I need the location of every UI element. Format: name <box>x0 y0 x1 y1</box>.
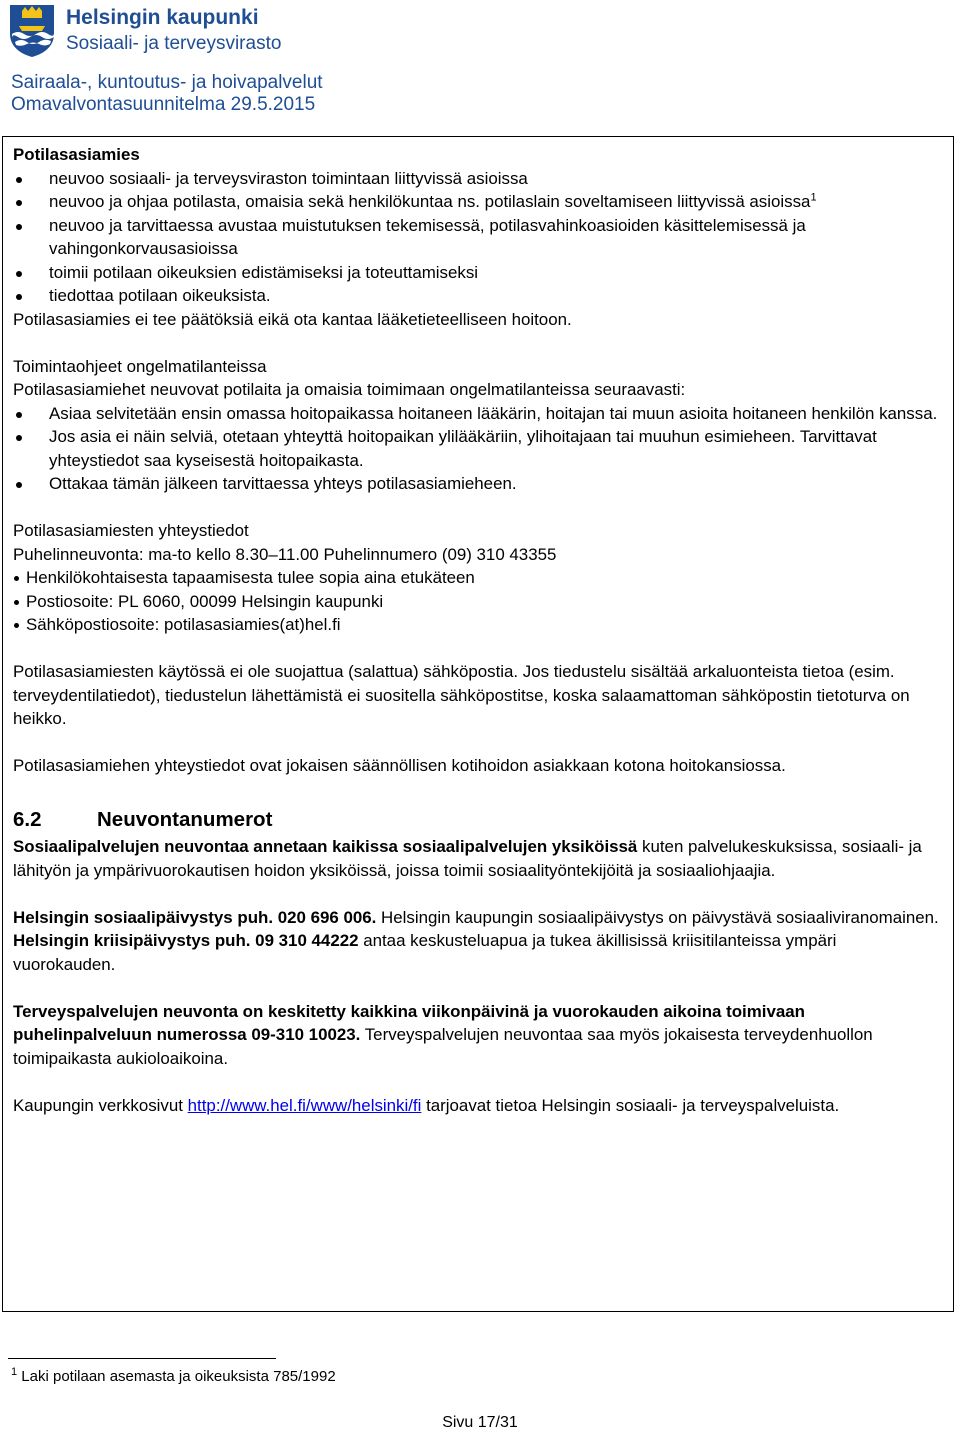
list-item: Sähköpostiosoite: potilasasiamies(at)hel.fi <box>13 613 943 637</box>
page-header <box>0 0 960 120</box>
contacts-phone-line: Puhelinneuvonta: ma-to kello 8.30–11.00 Puhelinnumero (09) 310 43355 <box>13 544 557 564</box>
footnote-ref: 1 <box>810 191 817 204</box>
list-item: Asiaa selvitetään ensin omassa hoitopaikassa hoitaneen lääkärin, hoitajan tai muun asioita hoitaneen henkilön kanssa. <box>13 402 943 426</box>
section-title: Neuvontanumerot <box>97 808 273 831</box>
crisis-bold: Helsingin kriisipäivystys puh. 09 310 44222 <box>13 931 359 950</box>
home-care-note: Potilasasiamiehen yhteystiedot ovat jokaisen säännöllisen kotihoidon asiakkaan kotona hoitokansiossa. <box>13 756 786 775</box>
social-services-text: kuten palvelukeskuksissa, sosiaali- ja lähityön ja ympärivuorokautisen hoidon yksiköissä, joissa toimii sosiaalityöntekijöitä ja sosiaaliohjaajia. <box>13 837 922 880</box>
social-services-bold: Sosiaalipalvelujen neuvontaa annetaan kaikissa sosiaalipalvelujen yksiköissä <box>13 837 638 856</box>
helsinki-crest-icon <box>9 4 55 58</box>
contacts-title: Potilasasiamiesten yhteystiedot <box>13 521 249 540</box>
list-item: tiedottaa potilaan oikeuksista. <box>13 284 943 308</box>
list-item: Jos asia ei näin selviä, otetaan yhteyttä hoitopaikan ylilääkäriin, ylihoitajaan tai muuhun esimieheen. Tarvittavat yhteystiedot saa kyseisestä hoitopaikasta. <box>13 425 943 472</box>
list-item <box>13 190 943 214</box>
health-services-paragraph <box>13 1000 943 1071</box>
website-text-before: Kaupungin verkkosivut <box>13 1095 188 1115</box>
crisis-text: antaa keskusteluapua ja tukea äkillisissä kriisitilanteissa ympäri vuorokauden. <box>13 931 837 974</box>
list-item: neuvoo sosiaali- ja terveysviraston toimintaan liittyvissä asioissa <box>13 167 943 191</box>
social-services-paragraph <box>13 835 943 882</box>
ombudsman-title: Potilasasiamies <box>13 145 140 164</box>
social-emergency-text: Helsingin kaupungin sosiaalipäivystys on päivystävä sosiaaliviranomainen. <box>376 907 939 927</box>
health-services-text: Terveyspalvelujen neuvontaa saa myös jokaisesta terveydenhuollon toimipaikasta aukioloaikoina. <box>13 1025 873 1068</box>
page-number: Sivu 17/31 <box>442 1414 518 1431</box>
website-text-after: tarjoavat tietoa Helsingin sosiaali- ja terveyspalveluista. <box>421 1095 840 1115</box>
email-security-note: Potilasasiamiesten käytössä ei ole suojattua (salattua) sähköpostia. Jos tiedustelu sisältää arkaluontеista tietoa (esim. terveydentilatiedot), tiedustelun lähettämistä ei suositella sähköpostitse, koska salaamattoman sähköpostin tietoturva on heikko. <box>13 662 910 728</box>
list-item: Henkilökohtaisesta tapaamisesta tulee sopia aina etukäteen <box>13 566 943 590</box>
list-item: neuvoo ja tarvittaessa avustaa muistutuksen tekemisessä, potilasvahinkoasioiden käsittelemisessä ja vahingonkorvausasioissa <box>13 214 943 261</box>
section-heading <box>13 805 943 835</box>
social-emergency-paragraph <box>13 906 943 930</box>
instructions-list <box>13 402 943 496</box>
website-link[interactable]: http://www.hel.fi/www/helsinki/fi <box>187 1095 422 1115</box>
list-item: Postiosoite: PL 6060, 00099 Helsingin kaupunki <box>13 590 943 614</box>
content-box <box>2 136 954 1312</box>
footnote-number: 1 <box>11 1366 18 1378</box>
section-number: 6.2 <box>13 808 42 831</box>
website-paragraph <box>13 1094 943 1118</box>
org-department: Sosiaali- ja terveysvirasto <box>66 33 282 54</box>
crisis-paragraph <box>13 929 943 976</box>
org-name: Helsingin kaupunki <box>66 6 259 29</box>
health-services-bold: Terveyspalvelujen neuvonta on keskitetty kaikkina viikonpäivinä ja vuorokauden aikoina toimivaan puhelinpalveluun numerossa 09-310 10023. <box>13 1001 805 1044</box>
ombudsman-duties-list <box>13 167 943 308</box>
list-item: toimii potilaan oikeuksien edistämiseksi ja toteuttamiseksi <box>13 261 943 285</box>
contacts-list <box>13 566 943 637</box>
footnote <box>11 1368 336 1385</box>
list-item-text: neuvoo ja ohjaa potilasta, omaisia sekä henkilökuntaa ns. potilaslain soveltamiseen liittyvissä asioissa <box>49 192 811 211</box>
social-emergency-bold: Helsingin sosiaalipäivystys puh. 020 696 006. <box>13 907 377 927</box>
instructions-intro: Potilasasiamiehet neuvovat potilaita ja omaisia toimimaan ongelmatilanteissa seuraavasti: <box>13 380 686 399</box>
list-item: Ottakaa tämän jälkeen tarvittaessa yhteys potilasasiamieheen. <box>13 472 943 496</box>
plan-title: Omavalvontasuunnitelma 29.5.2015 <box>11 94 316 115</box>
footnote-divider <box>8 1358 276 1359</box>
unit-name: Sairaala-, kuntoutus- ja hoivapalvelut <box>11 72 323 93</box>
instructions-title: Toimintaohjeet ongelmatilanteissa <box>13 356 267 376</box>
ombudsman-note: Potilasasiamies ei tee päätöksiä eikä ota kantaa lääketieteelliseen hoitoon. <box>13 309 572 329</box>
footnote-text: Laki potilaan asemasta ja oikeuksista 785/1992 <box>21 1368 336 1385</box>
